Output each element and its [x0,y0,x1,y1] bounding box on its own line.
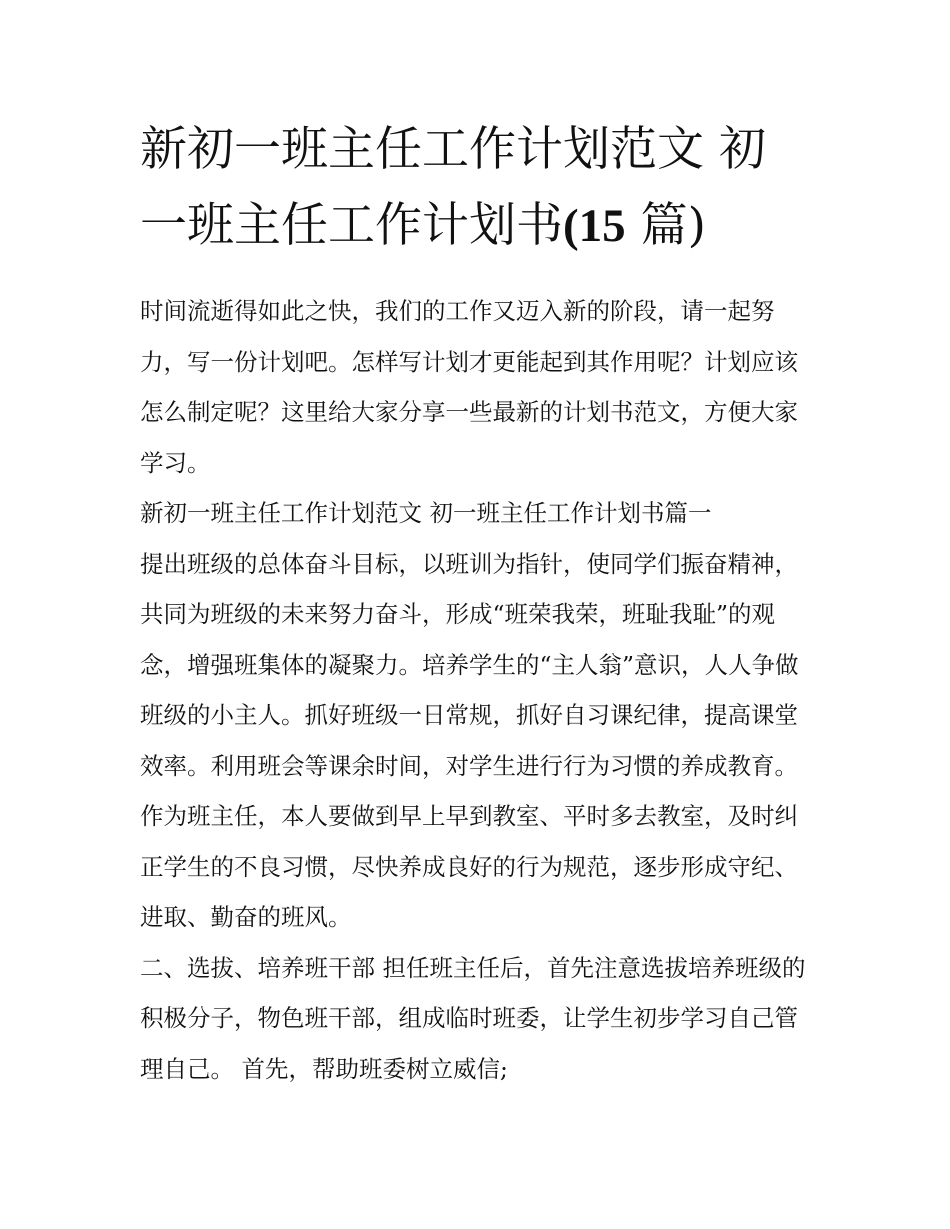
title-text: 新初一班主任工作计划范文 初一班主任工作计划书 [140,122,766,253]
intro-paragraph: 时间流逝得如此之快，我们的工作又迈入新的阶段，请一起努力，写一份计划吧。怎样写计划才更能起到其作用呢？计划应该怎么制定呢？这里给大家分享一些最新的计划书范文，方便大家学习。 [140,297,798,477]
title-suffix: 篇) [625,198,706,253]
title-count: (15 [563,200,626,252]
document-title [140,112,812,264]
document-body [140,286,812,1094]
body-paragraph: 提出班级的总体奋斗目标，以班训为指针，使同学们振奋精神，共同为班级的未来努力奋斗，形成“班荣我荣，班耻我耻”的观念，增强班集体的凝聚力。培养学生的“主人翁”意识，人人争做班级的小主人。抓好班级一日常规，抓好自习课纪律，提高课堂效率。利用班会等课余时间，对学生进行行为习惯的养成教育。作为班主任，本人要做到早上早到教室、平时多去教室，及时纠正学生的不良习惯，尽快养成良好的行为规范，逐步形成守纪、进取、勤奋的班风。 [140,549,799,931]
body-paragraph: 二、选拔、培养班干部 担任班主任后，首先注意选拔培养班级的积极分子，物色班干部，组成临时班委，让学生初步学习自己管理自己。 首先，帮助班委树立威信; [140,953,806,1083]
document-page [140,112,812,1094]
section-heading: 新初一班主任工作计划范文 初一班主任工作计划书篇一 [140,499,712,527]
